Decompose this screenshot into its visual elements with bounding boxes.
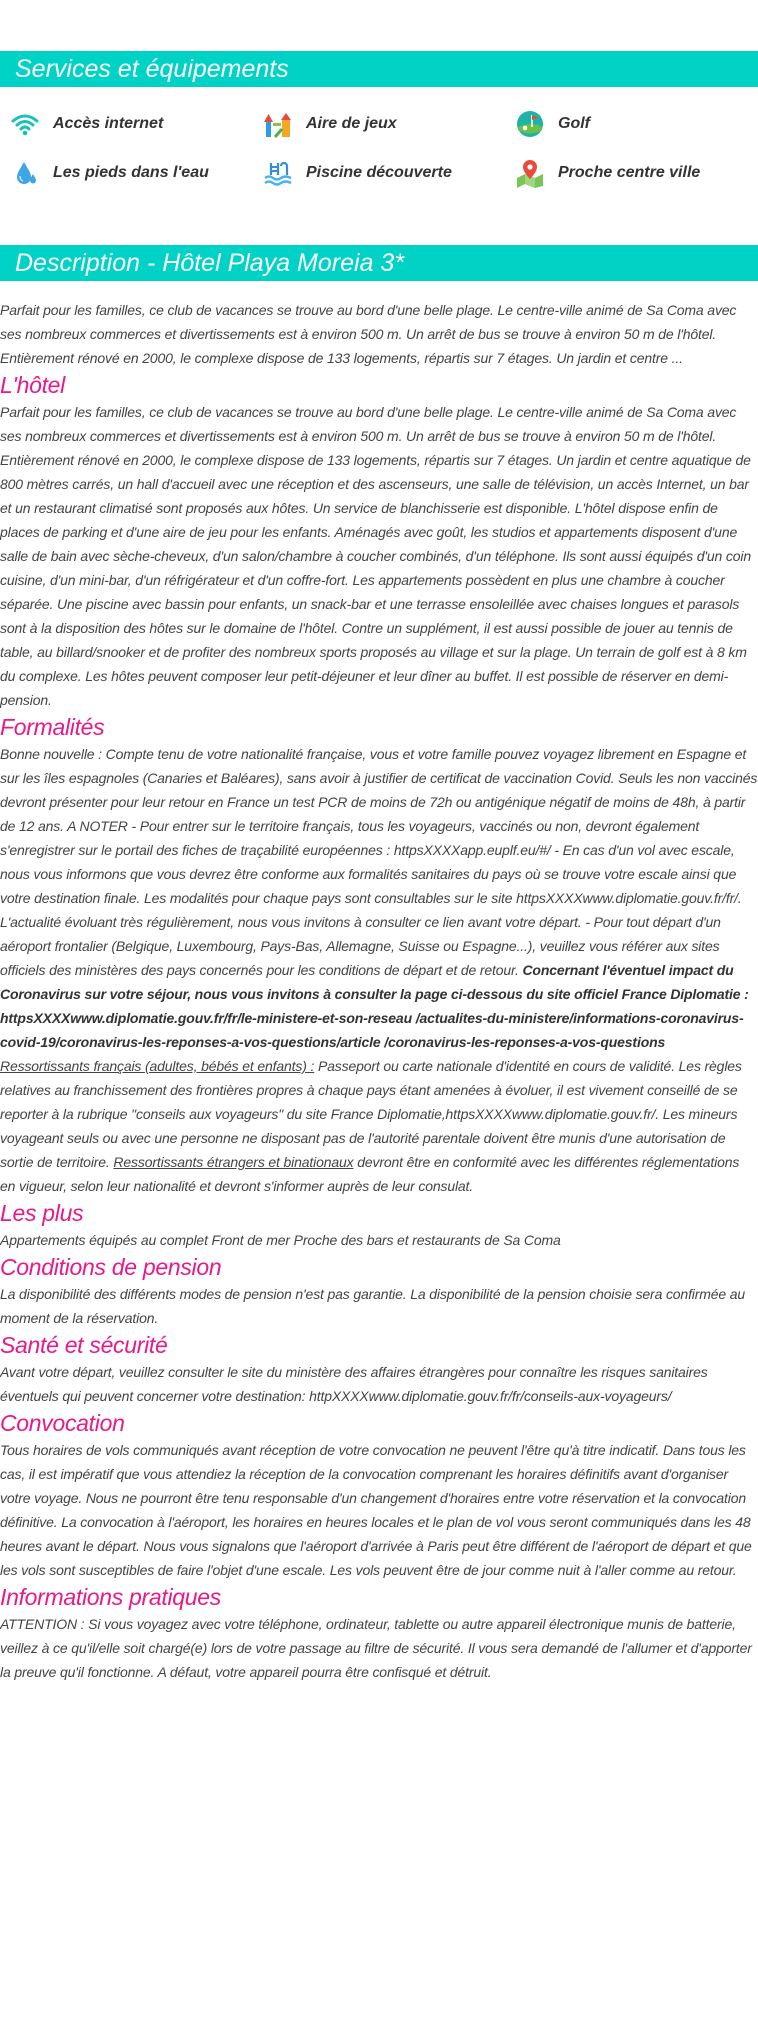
golf-icon bbox=[515, 109, 545, 139]
services-title: Services et équipements bbox=[15, 55, 289, 83]
amenity-playground bbox=[263, 108, 397, 140]
map-pin-icon bbox=[515, 158, 545, 188]
amenity-city-center bbox=[515, 157, 700, 189]
amenity-label: Aire de jeux bbox=[306, 115, 397, 132]
wifi-icon bbox=[10, 109, 40, 139]
section-title-hotel: L'hôtel bbox=[0, 372, 65, 398]
description-banner bbox=[0, 245, 758, 281]
amenity-label: Proche centre ville bbox=[558, 164, 701, 181]
description-intro: Parfait pour les familles, ce club de vacances se trouve au bord d'une belle plage. Le centre-ville animé de Sa Coma avec ses nombreux commerces et divertissements est à environ 500 m. Un arrêt de bus se trouve à environ 50 m de l'hôtel. Entièrement rénové en 2000, le complexe dispose de 133 logements, répartis sur 7 étages. Un jardin et centre ... bbox=[0, 302, 737, 366]
formalites-coronavirus-note: Concernant l'éventuel impact du Coronavirus sur votre séjour, nous vous invitons à consulter la page ci-dessous du site officiel France Diplomatie : httpsXXXXwww.diplomatie.gouv.fr/fr/le-ministere-et-son-reseau /actualites-du-ministere/informations-coronavirus-covid-19/coronavirus-les-reponses-a-vos-questions/article /coronavirus-les-reponses-a-vos-questions bbox=[0, 962, 749, 1050]
amenity-beachfront bbox=[10, 157, 209, 189]
formalites-french-nationals: Ressortissants français (adultes, bébés et enfants) : bbox=[0, 1058, 315, 1074]
formalites-text bbox=[0, 742, 758, 1198]
section-title-pension: Conditions de pension bbox=[0, 1254, 222, 1280]
section-title-formalites: Formalités bbox=[0, 714, 105, 740]
amenity-label: Les pieds dans l'eau bbox=[53, 164, 209, 181]
pool-icon bbox=[263, 158, 293, 188]
infos-text: ATTENTION : Si vous voyagez avec votre téléphone, ordinateur, tablette ou autre appareil électronique munis de batterie, veillez à ce qu'il/elle soit chargé(e) lors de votre passage au filtre de sécurité. Il vous sera demandé de l'allumer et d'apporter la preuve qu'il fonctionne. A défaut, votre appareil pourra être confisqué et détruit. bbox=[0, 1616, 752, 1680]
water-drops-icon bbox=[10, 158, 40, 188]
formalites-part3: devront être en conformité avec les différentes réglementations en vigueur, selon leur nationalité et devront s'informer auprès de leur consulat. bbox=[0, 1154, 740, 1194]
amenity-golf bbox=[515, 108, 590, 140]
amenities-list bbox=[0, 108, 758, 192]
description-title: Description - Hôtel Playa Moreia 3* bbox=[15, 249, 405, 277]
section-title-sante: Santé et sécurité bbox=[0, 1332, 168, 1358]
formalites-foreign-nationals: Ressortissants étrangers et binationaux bbox=[113, 1154, 354, 1170]
services-banner bbox=[0, 51, 758, 87]
hotel-text: Parfait pour les familles, ce club de vacances se trouve au bord d'une belle plage. Le centre-ville animé de Sa Coma avec ses nombreux commerces et divertissements est à environ 500 m. Un arrêt de bus se trouve à environ 50 m de l'hôtel. Entièrement rénové en 2000, le complexe dispose de 133 logements, répartis sur 7 étages. Un jardin et centre aquatique de 800 mètres carrés, un hall d'accueil avec une réception et des ascenseurs, une salle de télévision, un accès Internet, un bar et un restaurant climatisé sont proposés aux hôtes. Un service de blanchisserie est disponible. L'hôtel dispose enfin de places de parking et d'une aire de jeu pour les enfants. Aménagés avec goût, les studios et appartements disposent d'une salle de bain avec sèche-cheveux, d'un salon/chambre à coucher combinés, d'un téléphone. Ils sont aussi équipés d'un coin cuisine, d'un mini-bar, d'un réfrigérateur et d'un coffre-fort. Les appartements possèdent en plus une chambre à coucher séparée. Une piscine avec bassin pour enfants, un snack-bar et une terrasse ensoleillée avec chaises longues et parasols sont à la disposition des hôtes sur le domaine de l'hôtel. Contre un supplément, il est aussi possible de jouer au tennis de table, au billard/snooker et de profiter des nombreux sports proposés au village et sur la plage. Un terrain de golf est à 8 km du complexe. Les hôtes peuvent composer leur petit-déjeuner et leur dîner au buffet. Il est possible de réserver en demi-pension. bbox=[0, 404, 752, 708]
sante-text: Avant votre départ, veuillez consulter le site du ministère des affaires étrangères pour connaître les risques sanitaires éventuels qui peuvent concerner votre destination: httpXXXXwww.diplomatie.gouv.fr/fr/conseils-aux-voyageurs/ bbox=[0, 1364, 708, 1404]
amenity-label: Golf bbox=[558, 115, 590, 132]
plus-text: Appartements équipés au complet Front de mer Proche des bars et restaurants de Sa Coma bbox=[0, 1232, 561, 1248]
formalites-part2: Passeport ou carte nationale d'identité en cours de validité. Les règles relatives au franchissement des frontières propres à chaque pays étant amenées à évoluer, il est vivement conseillé de se reporter à la rubrique "conseils aux voyageurs" du site France Diplomatie,httpsXXXXwww.diplomatie.gouv.fr/. Les mineurs voyageant seuls ou avec une personne ne disposant pas de l'autorité parentale doivent être munis d'une autorisation de sortie de territoire. bbox=[0, 1058, 742, 1170]
content bbox=[0, 298, 758, 1684]
formalites-part1: Bonne nouvelle : Compte tenu de votre nationalité française, vous et votre famille pouvez voyagez librement en Espagne et sur les îles espagnoles (Canaries et Baléares), sans avoir à justifier de certificat de vaccination Covid. Seuls les non vaccinés devront présenter pour leur retour en France un test PCR de moins de 72h ou antigénique négatif de moins de 48h, à partir de 12 ans. A NOTER - Pour entrer sur le territoire français, tous les voyageurs, vaccinés ou non, devront également s'enregistrer sur le portail des fiches de traçabilité européennes : httpsXXXXapp.euplf.eu/#/ - En cas d'un vol avec escale, nous vous informons que vous devrez être conforme aux formalités sanitaires du pays où se trouve votre escale ainsi que votre destination finale. Les modalités pour chaque pays sont consultables sur le site httpsXXXXwww.diplomatie.gouv.fr/fr/. L'actualité évoluant très régulièrement, nous vous invitons à consulter ce lien avant votre départ. - Pour tout départ d'un aéroport frontalier (Belgique, Luxembourg, Pays-Bas, Allemagne, Suisse ou Espagne...), veuillez vous référer aux sites officiels des ministères des pays concernés pour les conditions de départ et de retour. bbox=[0, 746, 758, 978]
section-title-convocation: Convocation bbox=[0, 1410, 125, 1436]
amenity-label: Piscine découverte bbox=[306, 164, 452, 181]
amenity-label: Accès internet bbox=[53, 115, 164, 132]
convocation-text: Tous horaires de vols communiqués avant réception de votre convocation ne peuvent l'être qu'à titre indicatif. Dans tous les cas, il est impératif que vous attendiez la réception de la convocation comprenant les horaires définitifs avant d'organiser votre voyage. Nous ne pourront être tenu responsable d'un changement d'horaires entre votre réservation et la convocation définitive. La convocation à l'aéroport, les horaires en heures locales et le plan de vol vous seront communiqués dans les 48 heures avant le départ. Nous vous signalons que l'aéroport d'arrivée à Paris peut être différent de l'aéroport de départ et que les vols sont susceptibles de faire l'objet d'une escale. Les vols peuvent être de jour comme nuit à l'aller comme au retour. bbox=[0, 1442, 752, 1578]
amenity-pool bbox=[263, 157, 452, 189]
pension-text: La disponibilité des différents modes de pension n'est pas garantie. La disponibilité de la pension choisie sera confirmée au moment de la réservation. bbox=[0, 1286, 746, 1326]
amenity-internet bbox=[10, 108, 163, 140]
section-title-plus: Les plus bbox=[0, 1200, 84, 1226]
section-title-infos: Informations pratiques bbox=[0, 1584, 221, 1610]
playground-icon bbox=[263, 109, 293, 139]
